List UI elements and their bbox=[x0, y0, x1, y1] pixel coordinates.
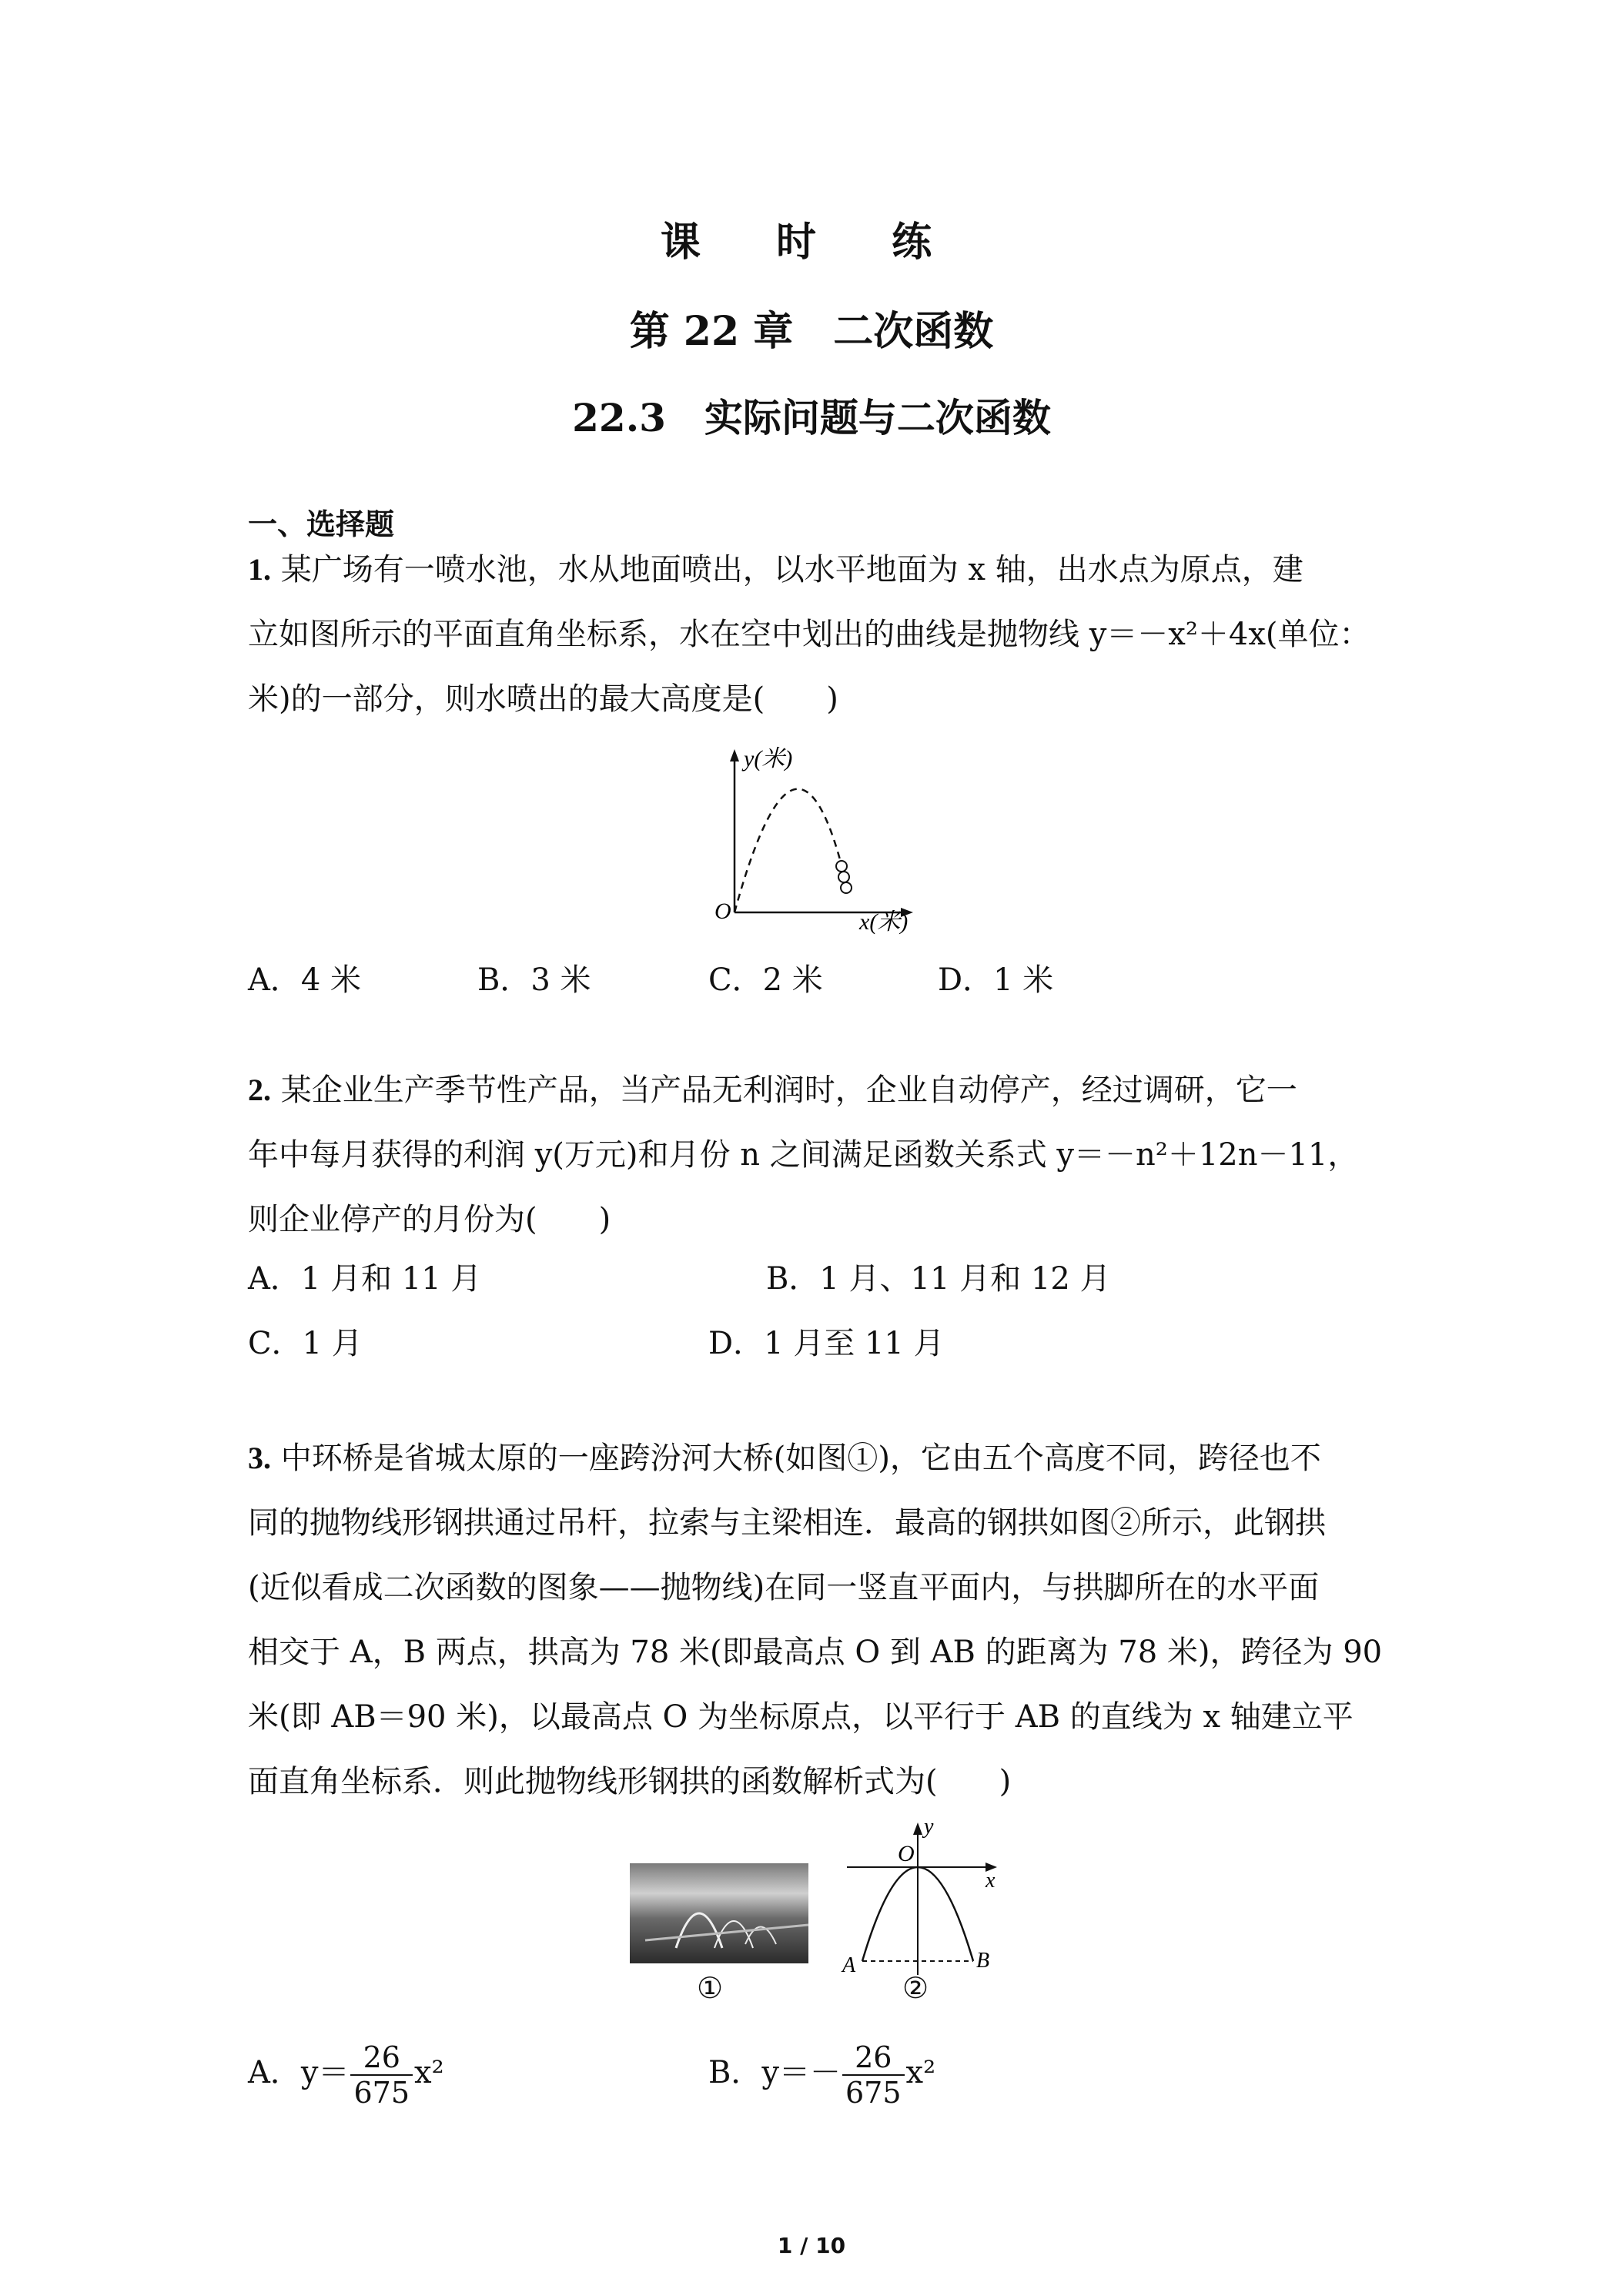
question-3-line-5: 米(即 AB＝90 米)，以最高点 O 为坐标原点，以平行于 AB 的直线为 x 轴建立平 bbox=[248, 1699, 1354, 1735]
chapter-title: 第 22 章 二次函数 bbox=[629, 308, 994, 355]
q2-option-c[interactable]: C．1 月 bbox=[248, 1326, 363, 1361]
q1-option-a[interactable]: A．4 米 bbox=[248, 962, 362, 998]
question-2 bbox=[248, 1058, 1387, 1252]
question-3-line-6: 面直角坐标系．则此抛物线形钢拱的函数解析式为( ) bbox=[248, 1764, 1012, 1799]
q1-option-b[interactable]: B．3 米 bbox=[477, 962, 591, 998]
figure-2-label: ② bbox=[902, 1971, 929, 2005]
question-3-line-3: (近似看成二次函数的图象——抛物线)在同一竖直平面内，与拱脚所在的水平面 bbox=[248, 1570, 1320, 1605]
water-parabola bbox=[735, 789, 841, 912]
y-axis-label: y(米) bbox=[744, 746, 793, 771]
origin-label: O bbox=[898, 1841, 915, 1866]
question-1 bbox=[248, 537, 1387, 731]
question-1-line-2: 立如图所示的平面直角坐标系，水在空中划出的曲线是抛物线 y＝－x²＋4x(单位： bbox=[248, 617, 1370, 652]
y-axis-label: y bbox=[924, 1815, 934, 1839]
water-drop-icon bbox=[841, 882, 852, 893]
fraction: $\frac{26}{675}$ bbox=[350, 2040, 413, 2110]
q3-option-b[interactable]: B．y＝－ $\frac{26}{675}$ x² bbox=[708, 2040, 936, 2110]
section-title: 22.3 实际问题与二次函数 bbox=[572, 395, 1051, 440]
fraction: $\frac{26}{675}$ bbox=[842, 2040, 905, 2110]
arch-figure bbox=[839, 1813, 1009, 1983]
question-2-line-3: 则企业停产的月份为( ) bbox=[248, 1202, 611, 1237]
question-3-line-1: 3. 中环桥是省城太原的一座跨汾河大桥(如图①)，它由五个高度不同，跨径也不 bbox=[248, 1441, 1321, 1476]
x-axis-label: x bbox=[986, 1869, 996, 1893]
question-3-line-2: 同的抛物线形钢拱通过吊杆，拉索与主梁相连．最高的钢拱如图②所示，此钢拱 bbox=[248, 1505, 1326, 1541]
page-number: 1 / 10 bbox=[777, 2233, 846, 2258]
y-axis-arrow-icon bbox=[913, 1822, 922, 1835]
origin-label: O bbox=[714, 899, 731, 924]
question-2-line-2: 年中每月获得的利润 y(万元)和月份 n 之间满足函数关系式 y＝－n²＋12n－11， bbox=[248, 1137, 1359, 1173]
q2-option-a[interactable]: A．1 月和 11 月 bbox=[248, 1261, 482, 1297]
question-3-line-4: 相交于 A，B 两点，拱高为 78 米(即最高点 O 到 AB 的距离为 78 米)，跨径为 90 bbox=[248, 1635, 1383, 1670]
point-a-label: A bbox=[842, 1953, 856, 1977]
question-1-line-1: 1. 某广场有一喷水池，水从地面喷出，以水平地面为 x 轴，出水点为原点，建 bbox=[248, 552, 1303, 587]
q2-option-d[interactable]: D．1 月至 11 月 bbox=[708, 1326, 945, 1361]
q1-option-d[interactable]: D．1 米 bbox=[938, 962, 1054, 998]
q2-option-b[interactable]: B．1 月、11 月和 12 月 bbox=[766, 1261, 1111, 1297]
water-drop-icon bbox=[838, 872, 849, 882]
point-b-label: B bbox=[976, 1949, 990, 1973]
section-heading: 一、选择题 bbox=[248, 507, 395, 541]
y-axis-arrow-icon bbox=[730, 749, 739, 761]
question-2-line-1: 2. 某企业生产季节性产品，当产品无利润时，企业自动停产，经过调研，它一 bbox=[248, 1073, 1297, 1108]
bridge-photo bbox=[630, 1863, 808, 1963]
page-title: 课 时 练 bbox=[660, 219, 963, 266]
x-axis-label: x(米) bbox=[859, 909, 909, 935]
figure-1-label: ① bbox=[697, 1971, 724, 2005]
q3-option-a[interactable]: A．y＝ $\frac{26}{675}$ x² bbox=[248, 2040, 444, 2110]
question-1-line-3: 米)的一部分，则水喷出的最大高度是( ) bbox=[248, 681, 838, 717]
fountain-figure bbox=[708, 743, 955, 939]
water-drop-icon bbox=[836, 861, 847, 872]
question-3 bbox=[248, 1426, 1387, 1814]
q1-option-c[interactable]: C．2 米 bbox=[708, 962, 823, 998]
